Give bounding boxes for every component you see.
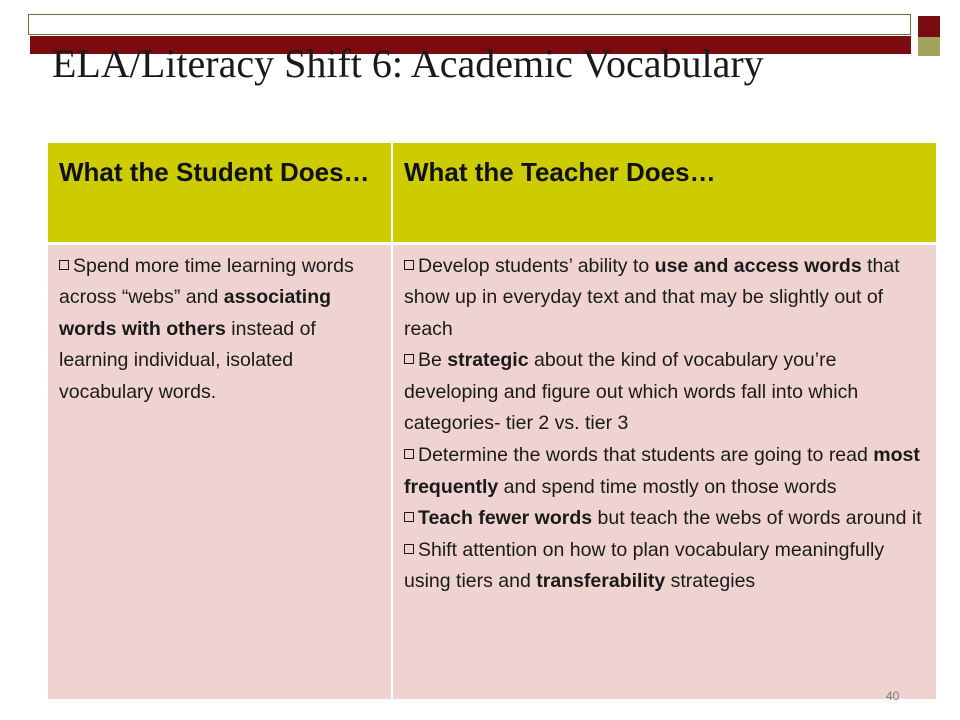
corner-square-red <box>918 16 940 37</box>
top-bar-outline <box>28 14 911 35</box>
bullet-text: that show up in everyday text and that may be slightly out of reach <box>404 254 900 340</box>
bullet-item <box>59 251 381 409</box>
corner-square-olive <box>918 37 940 56</box>
bullet-emphasis: most frequently <box>404 444 920 498</box>
vocabulary-shift-table <box>48 143 936 699</box>
teacher-column <box>392 243 936 699</box>
header-student-does: What the Student Does… <box>48 143 392 243</box>
table-row <box>48 243 936 699</box>
bullet-text: Determine the words that students are going to read <box>418 444 874 467</box>
student-column <box>48 243 392 699</box>
square-bullet-icon <box>404 449 414 459</box>
bullet-emphasis: Teach fewer words <box>418 507 593 530</box>
bullet-text: about the kind of vocabulary you’re developing and figure out which words fall into which categories- tier 2 vs. tier 3 <box>404 349 859 435</box>
bullet-emphasis: associating words with others <box>59 286 332 340</box>
bullet-item <box>404 251 926 346</box>
square-bullet-icon <box>404 544 414 554</box>
header-teacher-does: What the Teacher Does… <box>392 143 936 243</box>
bullet-item <box>404 535 926 598</box>
bullet-item <box>404 440 926 503</box>
page-number: 40 <box>886 689 900 703</box>
bullet-text: Spend more time learning words across “webs” and <box>59 254 354 309</box>
square-bullet-icon <box>404 512 414 522</box>
bullet-text: but teach the webs of words around it <box>592 507 922 530</box>
bullet-text: strategies <box>665 570 756 593</box>
square-bullet-icon <box>59 260 69 270</box>
bullet-text: Be <box>418 349 448 372</box>
table-header-row <box>48 143 936 243</box>
bullet-text: and spend time mostly on those words <box>498 475 837 498</box>
bullet-emphasis: strategic <box>447 349 529 372</box>
slide-title: ELA/Literacy Shift 6: Academic Vocabulary <box>52 41 764 86</box>
bullet-text: Shift attention on how to plan vocabulary meaningfully using tiers and <box>404 538 885 593</box>
bullet-item <box>404 345 926 440</box>
bullet-emphasis: transferability <box>536 570 666 593</box>
bullet-emphasis: use and access words <box>654 254 862 277</box>
square-bullet-icon <box>404 354 414 364</box>
square-bullet-icon <box>404 260 414 270</box>
bullet-text: Develop students’ ability to <box>418 254 655 277</box>
bullet-item <box>404 503 926 535</box>
bullet-text: instead of learning individual, isolated vocabulary words. <box>59 317 316 403</box>
